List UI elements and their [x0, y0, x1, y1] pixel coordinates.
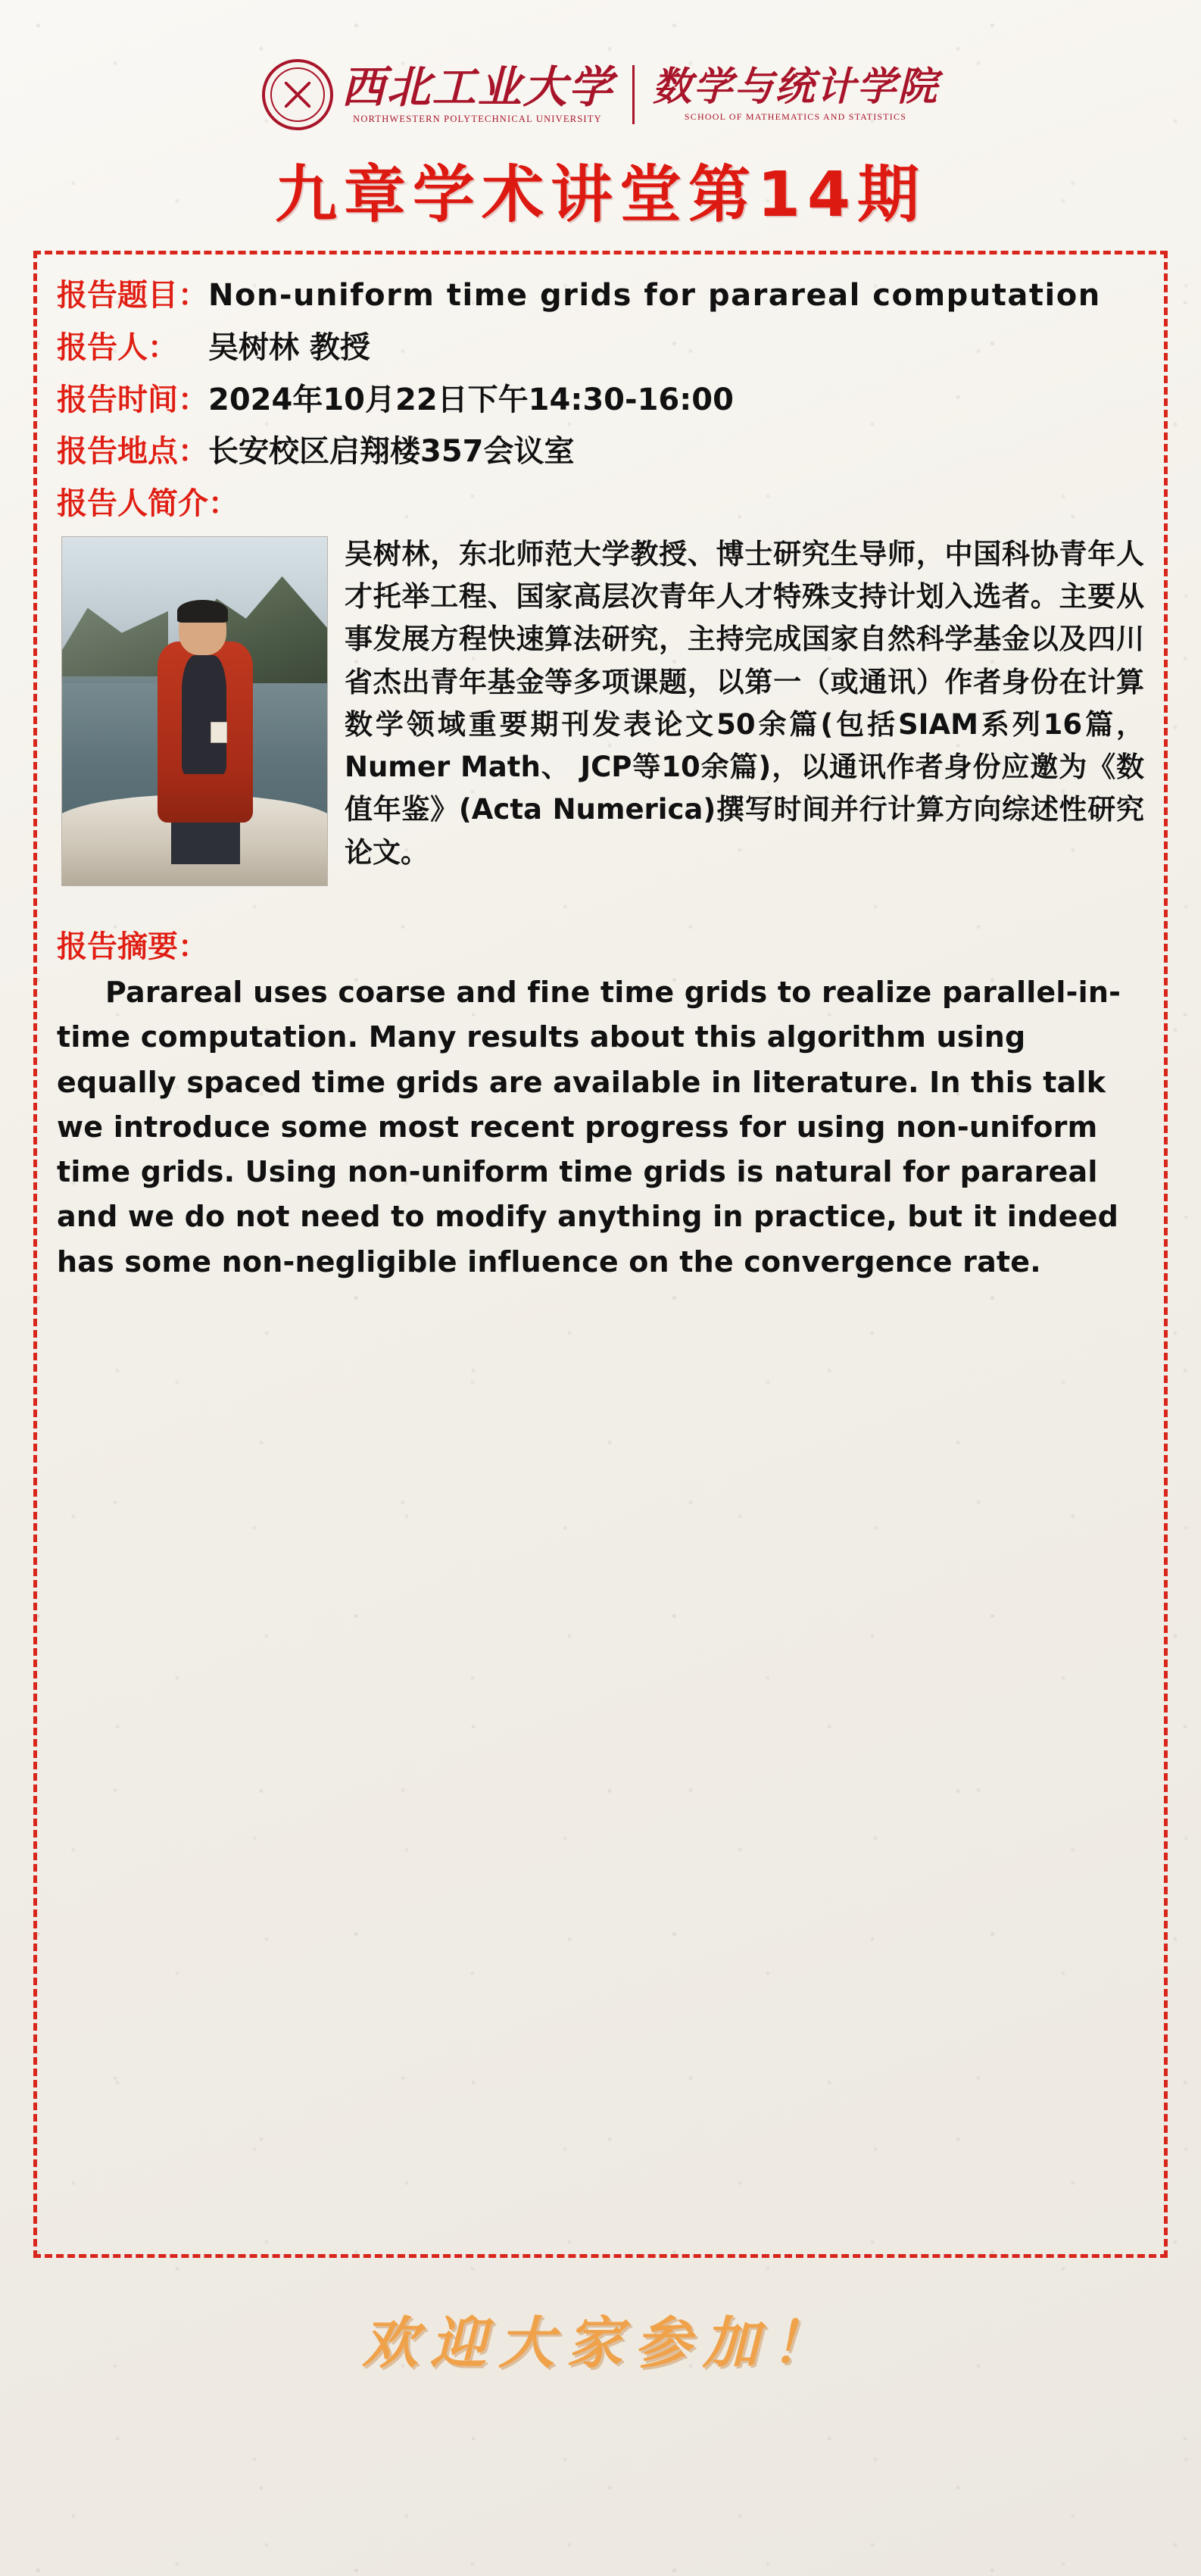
school-name-block — [652, 63, 939, 123]
university-name-cn: 西北工业大学 — [341, 61, 614, 113]
place-label: 报告地点： — [57, 434, 208, 470]
abstract-text: Parareal uses coarse and fine time grids to realize parallel-in-time computation. Many results about this algorithm using equally spaced time grids are available in literature. In this talk we introduce some most recent progress for using non-uniform time grids. Using non-uniform time grids is natural for parareal and we do not need to modify anything in practice, but it indeed has some non-negligible influence on the convergence rate. — [57, 975, 1121, 1279]
info-frame — [33, 251, 1168, 2258]
field-time — [57, 379, 1144, 422]
bio-label: 报告人简介： — [57, 486, 239, 522]
university-name-block — [341, 61, 614, 125]
topic-value: Non-uniform time grids for parareal computation — [208, 278, 1101, 313]
page-title: 九章学术讲堂第14期 — [274, 159, 927, 231]
bio-text: 吴树林，东北师范大学教授、博士研究生导师，中国科协青年人才托举工程、国家高层次青年人才特殊支持计划入选者。主要从事发展方程快速算法研究，主持完成国家自然科学基金以及四川省杰出青年基金等多项课题，以第一（或通讯）作者身份在计算数学领域重要期刊发表论文50余篇(包括SIAM系列16篇，Numer Math、 JCP等10余篇)，以通讯作者身份应邀为《数值年鉴》(Acta Numerica)撰写时间并行计算方向综述性研究论文。 — [345, 537, 1144, 869]
school-name-en: SCHOOL OF MATHEMATICS AND STATISTICS — [684, 111, 907, 122]
topic-label: 报告题目： — [57, 278, 208, 313]
footer-welcome: 欢迎大家参加！ — [362, 2311, 839, 2376]
abstract-label: 报告摘要： — [57, 929, 208, 964]
field-place — [57, 430, 1144, 473]
speaker-value: 吴树林 教授 — [208, 329, 370, 365]
logo-divider — [632, 65, 635, 124]
photo-person-hair — [177, 600, 228, 623]
speaker-label: 报告人： — [57, 329, 178, 365]
school-name-cn: 数学与统计学院 — [652, 63, 939, 110]
field-topic — [57, 274, 1144, 317]
university-seal-icon — [262, 59, 333, 130]
speaker-photo — [61, 536, 328, 886]
university-name-en: NORTHWESTERN POLYTECHNICAL UNIVERSITY — [353, 113, 602, 124]
photo-person-badge — [211, 722, 227, 743]
bio-block — [57, 533, 1144, 891]
photo-person-shirt — [182, 655, 227, 773]
header-logo — [23, 0, 1178, 135]
place-value: 长安校区启翔楼357会议室 — [208, 434, 575, 470]
field-speaker — [57, 326, 1144, 370]
time-label: 报告时间： — [57, 382, 208, 417]
time-value: 2024年10月22日下午14:30-16:00 — [208, 382, 734, 417]
